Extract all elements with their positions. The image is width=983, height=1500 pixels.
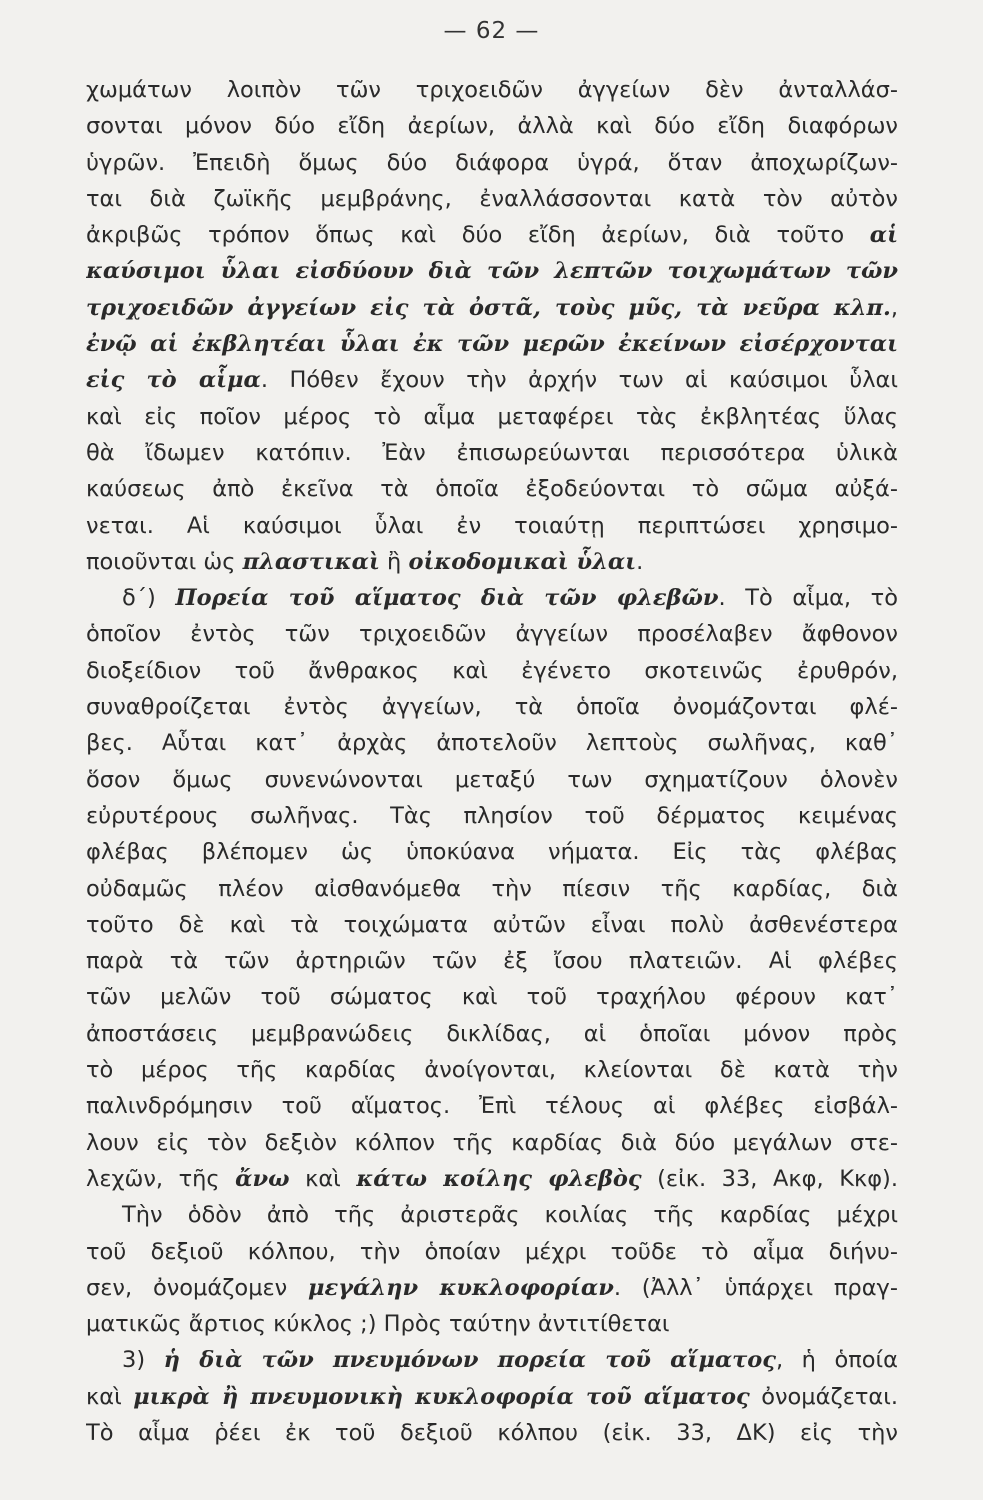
text-segment: . Πόθεν ἔχουν τὴν ἀρχήν των αἱ καύσιμοι ὗλαι — [260, 367, 898, 394]
text-line — [86, 181, 898, 217]
text-segment: ἀκριβῶς τρόπον ὅπως καὶ δύο εἴδη ἀερίων, διὰ τοῦτο — [86, 222, 870, 249]
text-line — [86, 435, 898, 471]
text-line — [86, 1306, 898, 1342]
text-line — [86, 653, 898, 689]
text-line — [86, 1379, 898, 1415]
text-segment: βες. Αὗται κατ᾿ ἀρχὰς ἀποτελοῦν λεπτοὺς σωλῆνας, καθ᾿ — [86, 730, 898, 757]
emphasized-text: καύσιμοι ὗλαι εἰσδύουν διὰ τῶν λεπτῶν τοιχωμάτων τῶν — [86, 258, 898, 285]
text-segment: τοῦ δεξιοῦ κόλπου, τὴν ὁποίαν μέχρι τοῦδε τὸ αἷμα διήνυ- — [86, 1238, 898, 1265]
text-line — [86, 907, 898, 943]
text-line — [86, 762, 898, 798]
text-line — [86, 471, 898, 507]
text-segment: νεται. Αἱ καύσιμοι ὗλαι ἐν τοιαύτῃ περιπτώσει χρησιμο- — [86, 512, 898, 539]
text-segment: , ἡ ὁποία — [776, 1347, 898, 1374]
text-line — [86, 362, 898, 398]
emphasized-text: ἐνῷ αἱ ἐκβλητέαι ὗλαι ἐκ τῶν μερῶν ἐκείνων εἰσέρχονται — [86, 331, 898, 358]
text-line — [86, 1125, 898, 1161]
section-heading-line — [86, 580, 898, 616]
text-segment: ἢ — [379, 548, 409, 575]
text-segment: τοῦτο δὲ καὶ τὰ τοιχώματα αὐτῶν εἶναι πολὺ ἀσθενέστερα — [86, 911, 898, 938]
text-segment: (εἰκ. 33, Ακφ, Κκφ). — [641, 1165, 898, 1192]
page-number: — 62 — — [443, 18, 540, 44]
text-line — [86, 399, 898, 435]
text-line — [86, 1415, 898, 1451]
emphasized-text: ἄνω — [235, 1165, 290, 1192]
emphasized-text: Πορεία τοῦ αἵματος διὰ τῶν φλεβῶν — [175, 585, 719, 612]
text-line — [86, 979, 898, 1015]
text-segment: , — [890, 294, 898, 321]
text-segment: λουν εἰς τὸν δεξιὸν κόλπον τῆς καρδίας διὰ δύο μεγάλων στε- — [86, 1129, 898, 1156]
text-segment: καὶ εἰς ποῖον μέρος τὸ αἷμα μεταφέρει τὰς ἐκβλητέας ὕλας — [86, 403, 898, 430]
text-segment: σεν, ὀνομάζομεν — [86, 1274, 309, 1301]
text-line — [86, 72, 898, 108]
text-line — [86, 1052, 898, 1088]
text-segment: παλινδρόμησιν τοῦ αἵματος. Ἐπὶ τέλους αἱ φλέβες εἰσβάλ- — [86, 1093, 898, 1120]
text-segment: ὁποῖον ἐντὸς τῶν τριχοειδῶν ἀγγείων προσέλαβεν ἄφθονον — [86, 621, 898, 648]
text-line — [86, 798, 898, 834]
body-text — [86, 72, 898, 1451]
text-line — [86, 689, 898, 725]
text-line — [86, 290, 898, 326]
emphasized-text: μεγάλην κυκλοφορίαν — [308, 1274, 614, 1301]
text-segment: ται διὰ ζωϊκῆς μεμβράνης, ἐναλλάσσονται κατὰ τὸν αὐτὸν — [86, 185, 898, 212]
text-segment: ἀποστάσεις μεμβρανώδεις δικλίδας, αἱ ὁποῖαι μόνον πρὸς — [86, 1020, 898, 1047]
emphasized-text: εἰς τὸ αἷμα — [86, 367, 261, 394]
text-line — [86, 544, 898, 580]
text-line — [86, 108, 898, 144]
text-segment: διοξείδιον τοῦ ἄνθρακος καὶ ἐγένετο σκοτεινῶς ἐρυθρόν, — [86, 657, 898, 684]
text-line — [86, 1234, 898, 1270]
text-segment: παρὰ τὰ τῶν ἀρτηριῶν τῶν ἐξ ἴσου πλατειῶν. Αἱ φλέβες — [86, 948, 898, 975]
text-line — [86, 1197, 898, 1233]
text-line — [86, 1270, 898, 1306]
text-segment: ὀνομάζεται. — [749, 1383, 898, 1410]
text-line — [86, 725, 898, 761]
text-segment: καὶ — [86, 1383, 134, 1410]
text-segment: ματικῶς ἄρτιος κύκλος ;) Πρὸς ταύτην ἀντιτίθεται — [86, 1311, 670, 1338]
emphasized-text: τριχοειδῶν ἀγγείων εἰς τὰ ὀστᾶ, τοὺς μῦς, τὰ νεῦρα κλπ. — [86, 294, 891, 321]
text-line — [86, 871, 898, 907]
text-segment: . (Ἀλλ᾿ ὑπάρχει πραγ- — [613, 1274, 898, 1301]
text-segment: καύσεως ἀπὸ ἐκεῖνα τὰ ὁποῖα ἐξοδεύονται τὸ σῶμα αὐξά- — [86, 476, 898, 503]
emphasized-text: κάτω κοίλης φλεβὸς — [356, 1165, 642, 1192]
text-segment: τῶν μελῶν τοῦ σώματος καὶ τοῦ τραχήλου φέρουν κατ᾿ — [86, 984, 898, 1011]
text-line — [86, 1016, 898, 1052]
text-line — [86, 943, 898, 979]
text-segment: ὑγρῶν. Ἐπειδὴ ὅμως δύο διάφορα ὑγρά, ὅταν ἀποχωρίζων- — [86, 149, 898, 176]
text-segment: . — [636, 548, 644, 575]
text-line — [86, 1088, 898, 1124]
text-segment: τὸ μέρος τῆς καρδίας ἀνοίγονται, κλείονται δὲ κατὰ τὴν — [86, 1057, 898, 1084]
text-segment: χωμάτων λοιπὸν τῶν τριχοειδῶν ἀγγείων δὲν ἀνταλλάσ- — [86, 77, 898, 103]
text-line — [86, 834, 898, 870]
text-segment: οὐδαμῶς πλέον αἰσθανόμεθα τὴν πίεσιν τῆς καρδίας, διὰ — [86, 875, 898, 902]
text-line — [86, 508, 898, 544]
text-segment: θὰ ἴδωμεν κατόπιν. Ἐὰν ἐπισωρεύωνται περισσότερα ὑλικὰ — [86, 439, 898, 466]
text-segment: ὅσον ὅμως συνενώνονται μεταξύ των σχηματίζουν ὁλονὲν — [86, 766, 898, 793]
text-segment: φλέβας βλέπομεν ὡς ὑποκύανα νήματα. Εἰς τὰς φλέβας — [86, 839, 898, 866]
text-segment: σονται μόνον δύο εἴδη ἀερίων, ἀλλὰ καὶ δύο εἴδη διαφόρων — [86, 113, 898, 140]
emphasized-text: ἡ διὰ τῶν πνευμόνων πορεία τοῦ αἵματος — [163, 1347, 776, 1374]
text-segment: Τὸ αἷμα ῥέει ἐκ τοῦ δεξιοῦ κόλπου (εἰκ. 33, ΔΚ) εἰς τὴν — [86, 1419, 898, 1446]
emphasized-text: αἱ — [869, 222, 898, 249]
text-line — [86, 1161, 898, 1197]
text-segment: καὶ — [289, 1165, 357, 1192]
text-line — [86, 616, 898, 652]
text-segment: εὐρυτέρους σωλῆνας. Τὰς πλησίον τοῦ δέρματος κειμένας — [86, 802, 898, 829]
text-segment: . Τὸ αἷμα, τὸ — [718, 585, 898, 612]
text-segment: Τὴν ὁδὸν ἀπὸ τῆς ἀριστερᾶς κοιλίας τῆς καρδίας μέχρι — [122, 1202, 898, 1229]
emphasized-text: πλαστικαὶ — [242, 548, 380, 575]
emphasized-text: μικρὰ ἢ πνευμονικὴ κυκλοφορία τοῦ αἵματος — [133, 1383, 750, 1410]
text-segment: λεχῶν, τῆς — [86, 1165, 236, 1192]
text-line — [86, 145, 898, 181]
emphasized-text: οἰκοδομικαὶ ὗλαι — [408, 548, 637, 575]
text-segment: 3) — [122, 1347, 164, 1374]
text-segment: συναθροίζεται ἐντὸς ἀγγείων, τὰ ὁποῖα ὀνομάζονται φλέ- — [86, 694, 898, 721]
text-line — [86, 217, 898, 253]
text-segment: ποιοῦνται ὡς — [86, 548, 243, 575]
text-line — [86, 253, 898, 289]
section-heading-line — [86, 1342, 898, 1378]
text-segment: δ΄) — [122, 585, 176, 612]
text-line — [86, 326, 898, 362]
